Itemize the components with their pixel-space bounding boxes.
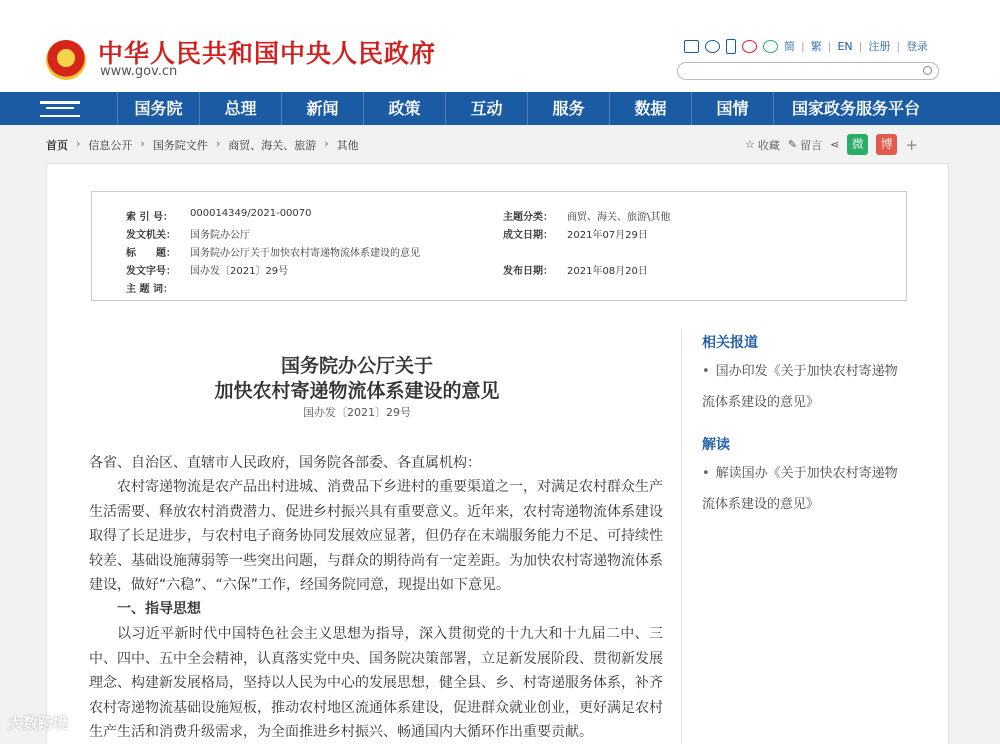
nav-item-interaction[interactable]: 互动 xyxy=(446,92,528,125)
nav-item-news[interactable]: 新闻 xyxy=(282,92,364,125)
site-url: www.gov.cn xyxy=(100,64,178,79)
interpret-heading: 解读 xyxy=(702,437,730,453)
paragraph-1: 农村寄递物流是农产品出村进城、消费品下乡进村的重要渠道之一，对满足农村群众生产生活需要、释放农村消费潜力、促进乡村振兴具有重要意义。近年来，农村寄递物流体系建设取得了长足进步，与农村电子商务协同发展效应显著，但仍存在末端服务能力不足、可持续性较差、基础设施薄弱等一些突出问题，与群众的期待尚有一定差距。为加快农村寄递物流体系建设，做好“六稳”、“六保”工作，经国务院同意，现提出如下意见。 xyxy=(89,479,663,593)
message-icon[interactable] xyxy=(705,40,720,53)
nav-item-policy[interactable]: 政策 xyxy=(364,92,446,125)
issuer-value: 国务院办公厅 xyxy=(190,230,250,241)
chevron-right-icon: › xyxy=(140,137,145,150)
more-share-button[interactable]: + xyxy=(905,135,918,154)
index-label: 索 引 号： xyxy=(126,212,173,223)
breadcrumb-info-public[interactable]: 信息公开 xyxy=(88,139,133,152)
nav-item-state-council[interactable]: 国务院 xyxy=(118,92,200,125)
nav-item-service[interactable]: 服务 xyxy=(528,92,610,125)
document-title-line1: 国务院办公厅关于 xyxy=(280,355,433,377)
nav-item-premier[interactable]: 总理 xyxy=(200,92,282,125)
star-icon: ☆ xyxy=(745,138,755,151)
mail-icon[interactable] xyxy=(684,40,699,53)
login-link[interactable]: 登录 xyxy=(906,40,929,53)
related-link-text: 国办印发《关于加快农村寄递物流体系建设的意见》 xyxy=(702,364,898,410)
search-icon[interactable] xyxy=(923,66,932,75)
breadcrumb-home[interactable]: 首页 xyxy=(46,139,68,152)
share-weibo-button[interactable]: 博 xyxy=(876,134,897,155)
register-link[interactable]: 注册 xyxy=(868,40,891,53)
chevron-right-icon: › xyxy=(324,137,329,150)
breadcrumb xyxy=(46,137,359,153)
document-title-line2: 加快农村寄递物流体系建设的意见 xyxy=(214,380,500,402)
bullet-icon: • xyxy=(702,364,710,379)
doc-number-label: 发文字号： xyxy=(126,266,176,277)
published-date-label: 发布日期： xyxy=(503,266,553,277)
topic-value: 商贸、海关、旅游\其他 xyxy=(567,212,671,223)
search-input[interactable] xyxy=(677,62,939,80)
paragraph-2: 以习近平新时代中国特色社会主义思想为指导，深入贯彻党的十九大和十九届二中、三中、四中、五中全会精神，认真落实党中央、国务院决策部署，立足新发展阶段、贯彻新发展理念、构建新发展格局，坚持以人民为中心的发展思想，健全县、乡、村寄递服务体系，补齐农村寄递物流基础设施短板，推动农村地区流通体系建设，促进群众就业创业，更好满足农村生产生活和消费升级需求，为全面推进乡村振兴、畅通国内大循环作出重要贡献。 xyxy=(89,626,663,740)
related-sidebar xyxy=(681,328,901,744)
doc-number-value: 国办发〔2021〕29号 xyxy=(190,266,289,277)
title-label: 标 题： xyxy=(126,248,176,259)
collect-button[interactable] xyxy=(745,137,780,153)
written-date-value: 2021年07月29日 xyxy=(567,230,648,241)
site-header xyxy=(0,0,1000,92)
traditional-link[interactable]: 繁 xyxy=(810,40,822,53)
site-title[interactable]: 中华人民共和国中央人民政府 xyxy=(98,39,437,68)
mobile-icon[interactable] xyxy=(726,39,736,54)
top-links: 简 | 繁 | EN | 注册 | 登录 xyxy=(684,38,928,54)
related-link[interactable] xyxy=(702,356,902,418)
published-date-value: 2021年08月20日 xyxy=(567,266,648,277)
chevron-right-icon: › xyxy=(215,137,221,150)
comment-label: 留言 xyxy=(800,138,823,152)
wechat-icon[interactable] xyxy=(763,40,778,53)
pencil-icon: ✎ xyxy=(787,138,798,151)
comment-button[interactable] xyxy=(788,137,822,153)
index-value: 000014349/2021-00070 xyxy=(190,208,312,219)
issuer-label: 发文机关： xyxy=(126,230,176,241)
section-heading-1: 一、指导思想 xyxy=(117,601,201,617)
bullet-icon: • xyxy=(702,466,710,481)
breadcrumb-state-council-docs[interactable]: 国务院文件 xyxy=(152,139,208,152)
topic-label: 主题分类： xyxy=(503,212,553,223)
title-value: 国务院办公厅关于加快农村寄递物流体系建设的意见 xyxy=(190,248,420,259)
document-number: 国办发〔2021〕29号 xyxy=(303,406,411,419)
main-nav xyxy=(0,92,1000,125)
keywords-label: 主 题 词： xyxy=(126,284,173,295)
interpret-link-text: 解读国办《关于加快农村寄递物流体系建设的意见》 xyxy=(702,466,898,512)
english-link[interactable]: EN xyxy=(837,39,853,53)
watermark-text: 大数跨境 xyxy=(8,714,69,732)
simplified-link[interactable]: 简 xyxy=(784,40,795,53)
document-metadata-table xyxy=(91,191,907,301)
interpret-link[interactable] xyxy=(702,458,902,520)
share-wechat-button[interactable]: 微 xyxy=(847,134,868,155)
breadcrumb-trade[interactable]: 商贸、海关、旅游 xyxy=(228,139,317,152)
addressee: 各省、自治区、直辖市人民政府，国务院各部委、各直属机构： xyxy=(89,455,481,471)
nav-item-data[interactable]: 数据 xyxy=(610,92,692,125)
article-panel xyxy=(46,163,949,744)
collect-label: 收藏 xyxy=(757,138,780,152)
national-emblem-icon[interactable] xyxy=(46,40,86,80)
related-heading: 相关报道 xyxy=(702,335,758,351)
breadcrumb-other[interactable]: 其他 xyxy=(336,139,359,152)
chevron-right-icon: › xyxy=(76,137,81,150)
nav-item-national-info[interactable]: 国情 xyxy=(692,92,774,125)
share-icon[interactable]: ⋖ xyxy=(830,138,840,151)
weibo-icon[interactable] xyxy=(742,40,757,53)
tiananmen-logo-icon[interactable] xyxy=(0,92,118,125)
article-tools xyxy=(745,134,918,155)
nav-item-gov-service-platform[interactable]: 国家政务服务平台 xyxy=(791,99,920,118)
written-date-label: 成文日期： xyxy=(503,230,553,241)
